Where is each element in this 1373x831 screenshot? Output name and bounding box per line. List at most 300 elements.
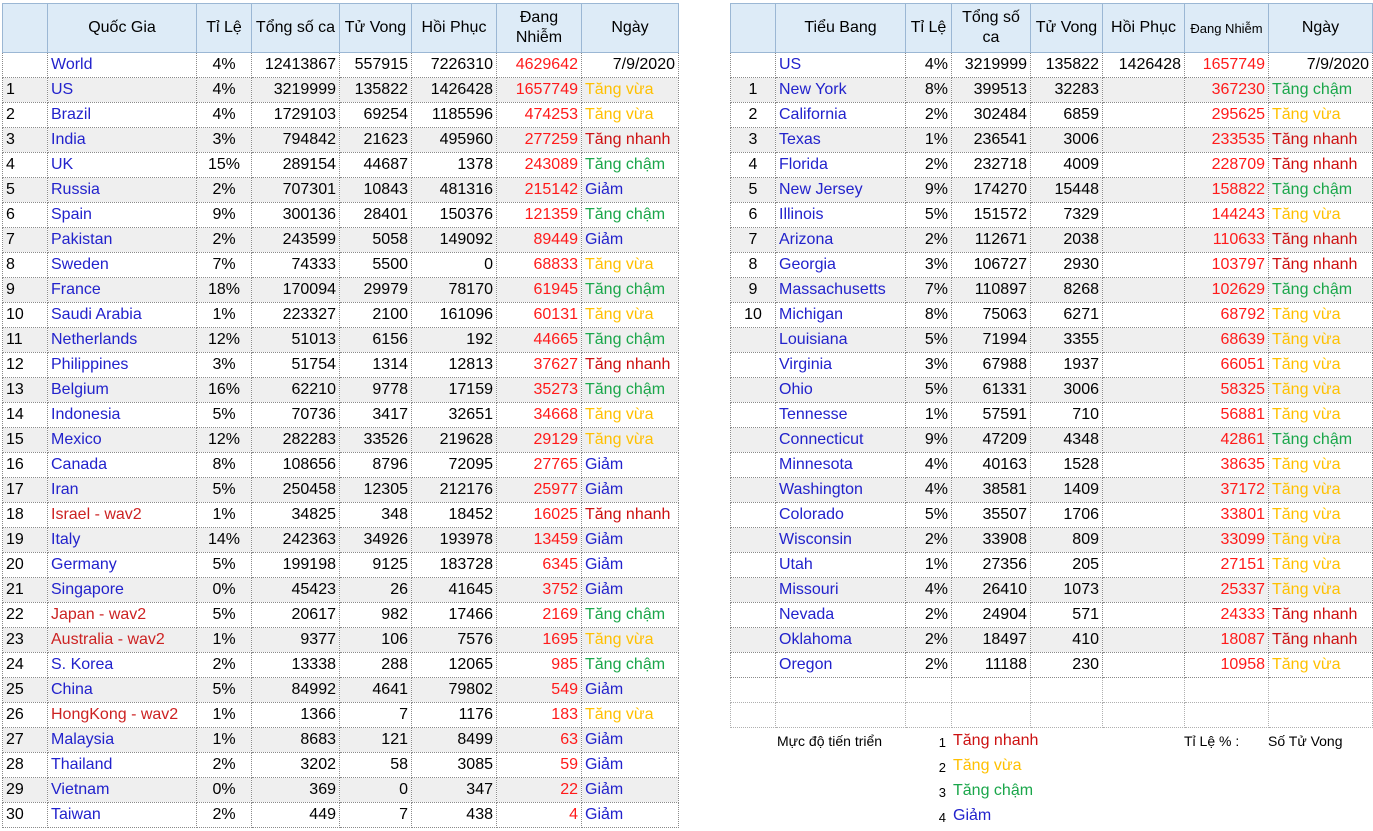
cell-status[interactable]: Giảm: [582, 753, 679, 778]
cell-name[interactable]: Colorado: [776, 503, 906, 528]
cell-name[interactable]: Saudi Arabia: [48, 303, 197, 328]
empty-cell[interactable]: [1031, 703, 1103, 728]
cell-active[interactable]: 243089: [497, 153, 582, 178]
header-cell[interactable]: Tử Vong: [340, 4, 412, 53]
cell-name[interactable]: World: [48, 53, 197, 78]
cell-name[interactable]: Georgia: [776, 253, 906, 278]
cell-name[interactable]: Illinois: [776, 203, 906, 228]
cell-active[interactable]: 110633: [1185, 228, 1269, 253]
cell-status[interactable]: Tăng chậm: [582, 153, 679, 178]
cell-status[interactable]: Giảm: [582, 178, 679, 203]
cell-rank[interactable]: 2: [731, 103, 776, 128]
cell-rate[interactable]: 9%: [906, 178, 952, 203]
cell-rate[interactable]: 2%: [906, 103, 952, 128]
cell-recovered[interactable]: 193978: [412, 528, 497, 553]
cell-total[interactable]: 38581: [952, 478, 1031, 503]
cell-recovered[interactable]: 0: [412, 253, 497, 278]
cell-date[interactable]: 7/9/2020: [582, 53, 679, 78]
cell-deaths[interactable]: 10843: [340, 178, 412, 203]
cell-name[interactable]: Connecticut: [776, 428, 906, 453]
cell-total[interactable]: 232718: [952, 153, 1031, 178]
cell-total[interactable]: 62210: [252, 378, 340, 403]
cell-rate[interactable]: 5%: [197, 678, 252, 703]
cell-name[interactable]: Germany: [48, 553, 197, 578]
cell-name[interactable]: Utah: [776, 553, 906, 578]
cell-rate[interactable]: 2%: [197, 228, 252, 253]
cell-total[interactable]: 1366: [252, 703, 340, 728]
cell-active[interactable]: 102629: [1185, 278, 1269, 303]
cell-status[interactable]: Tăng vừa: [1269, 553, 1373, 578]
cell[interactable]: [3, 53, 48, 78]
cell-rank[interactable]: 26: [3, 703, 48, 728]
cell-active[interactable]: 56881: [1185, 403, 1269, 428]
empty-cell[interactable]: [952, 703, 1031, 728]
cell-active[interactable]: 38635: [1185, 453, 1269, 478]
cell-rank[interactable]: [731, 453, 776, 478]
cell-active[interactable]: 13459: [497, 528, 582, 553]
cell-status[interactable]: Tăng nhanh: [1269, 628, 1373, 653]
cell-recovered[interactable]: 212176: [412, 478, 497, 503]
cell-recovered[interactable]: [1103, 128, 1185, 153]
cell-total[interactable]: 70736: [252, 403, 340, 428]
cell-status[interactable]: Tăng vừa: [1269, 378, 1373, 403]
cell-active[interactable]: 68792: [1185, 303, 1269, 328]
cell-recovered[interactable]: 1185596: [412, 103, 497, 128]
cell-rate[interactable]: 2%: [906, 653, 952, 678]
cell-name[interactable]: California: [776, 103, 906, 128]
cell-recovered[interactable]: [1103, 403, 1185, 428]
cell-recovered[interactable]: [1103, 628, 1185, 653]
cell-status[interactable]: Tăng vừa: [1269, 478, 1373, 503]
cell-recovered[interactable]: [1103, 553, 1185, 578]
cell-rate[interactable]: 18%: [197, 278, 252, 303]
cell-recovered[interactable]: [1103, 103, 1185, 128]
cell-active[interactable]: 33801: [1185, 503, 1269, 528]
cell-name[interactable]: India: [48, 128, 197, 153]
cell-rank[interactable]: 30: [3, 803, 48, 828]
cell-rank[interactable]: [731, 503, 776, 528]
cell-status[interactable]: Giảm: [582, 728, 679, 753]
cell-recovered[interactable]: [1103, 278, 1185, 303]
cell-rank[interactable]: 8: [3, 253, 48, 278]
cell-rate[interactable]: 14%: [197, 528, 252, 553]
empty-cell[interactable]: [1103, 678, 1185, 703]
cell-name[interactable]: Washington: [776, 478, 906, 503]
cell-rate[interactable]: 15%: [197, 153, 252, 178]
cell-status[interactable]: Tăng nhanh: [1269, 253, 1373, 278]
cell-active[interactable]: 29129: [497, 428, 582, 453]
cell-deaths[interactable]: 809: [1031, 528, 1103, 553]
cell-rate[interactable]: 2%: [906, 603, 952, 628]
cell-active[interactable]: 42861: [1185, 428, 1269, 453]
cell-rank[interactable]: [731, 603, 776, 628]
cell-recovered[interactable]: [1103, 603, 1185, 628]
cell-recovered[interactable]: 72095: [412, 453, 497, 478]
cell-rate[interactable]: 1%: [197, 628, 252, 653]
cell-active[interactable]: 103797: [1185, 253, 1269, 278]
cell-status[interactable]: Tăng chậm: [582, 653, 679, 678]
cell-deaths[interactable]: 2038: [1031, 228, 1103, 253]
cell-rank[interactable]: 19: [3, 528, 48, 553]
cell-total[interactable]: 369: [252, 778, 340, 803]
cell-total[interactable]: 242363: [252, 528, 340, 553]
cell-total[interactable]: 61331: [952, 378, 1031, 403]
cell-total[interactable]: 236541: [952, 128, 1031, 153]
cell-status[interactable]: Giảm: [582, 778, 679, 803]
cell-total[interactable]: 12413867: [252, 53, 340, 78]
cell-deaths[interactable]: 2100: [340, 303, 412, 328]
cell-total[interactable]: 33908: [952, 528, 1031, 553]
cell-rank[interactable]: 20: [3, 553, 48, 578]
cell-rate[interactable]: 3%: [906, 353, 952, 378]
cell-status[interactable]: Tăng chậm: [582, 278, 679, 303]
cell-active[interactable]: 18087: [1185, 628, 1269, 653]
cell-rate[interactable]: 4%: [197, 53, 252, 78]
cell-rate[interactable]: 2%: [906, 153, 952, 178]
cell-recovered[interactable]: 12813: [412, 353, 497, 378]
cell-status[interactable]: Tăng vừa: [1269, 303, 1373, 328]
cell-deaths[interactable]: 9125: [340, 553, 412, 578]
cell-name[interactable]: Minnesota: [776, 453, 906, 478]
header-cell[interactable]: Tiểu Bang: [776, 4, 906, 53]
cell-rank[interactable]: [731, 328, 776, 353]
cell-rate[interactable]: 0%: [197, 578, 252, 603]
cell-name[interactable]: Massachusetts: [776, 278, 906, 303]
cell-rank[interactable]: 21: [3, 578, 48, 603]
cell-name[interactable]: Iran: [48, 478, 197, 503]
cell-name[interactable]: Tennesse: [776, 403, 906, 428]
cell-name[interactable]: Missouri: [776, 578, 906, 603]
cell-active[interactable]: 68833: [497, 253, 582, 278]
cell-recovered[interactable]: 149092: [412, 228, 497, 253]
cell-status[interactable]: Tăng vừa: [1269, 503, 1373, 528]
cell-deaths[interactable]: 58: [340, 753, 412, 778]
cell-rate[interactable]: 4%: [197, 103, 252, 128]
cell-rate[interactable]: 1%: [906, 403, 952, 428]
cell-active[interactable]: 1657749: [497, 78, 582, 103]
cell-deaths[interactable]: 7329: [1031, 203, 1103, 228]
empty-cell[interactable]: [776, 703, 906, 728]
empty-cell[interactable]: [952, 678, 1031, 703]
cell-total[interactable]: 20617: [252, 603, 340, 628]
cell-total[interactable]: 110897: [952, 278, 1031, 303]
cell-active[interactable]: 474253: [497, 103, 582, 128]
cell-deaths[interactable]: 44687: [340, 153, 412, 178]
cell-deaths[interactable]: 5058: [340, 228, 412, 253]
cell-rank[interactable]: 5: [3, 178, 48, 203]
cell-active[interactable]: 985: [497, 653, 582, 678]
cell-recovered[interactable]: 32651: [412, 403, 497, 428]
cell-deaths[interactable]: 288: [340, 653, 412, 678]
cell-total[interactable]: 13338: [252, 653, 340, 678]
cell-deaths[interactable]: 557915: [340, 53, 412, 78]
cell-rate[interactable]: 4%: [906, 453, 952, 478]
header-cell[interactable]: Quốc Gia: [48, 4, 197, 53]
cell-status[interactable]: Tăng vừa: [582, 103, 679, 128]
cell-deaths[interactable]: 1937: [1031, 353, 1103, 378]
cell-rank[interactable]: 4: [731, 153, 776, 178]
cell-name[interactable]: New York: [776, 78, 906, 103]
cell-rate[interactable]: 1%: [906, 128, 952, 153]
header-cell[interactable]: Đang Nhiễm: [497, 4, 582, 53]
cell-status[interactable]: Tăng nhanh: [582, 503, 679, 528]
cell-recovered[interactable]: 1426428: [412, 78, 497, 103]
cell-deaths[interactable]: 7: [340, 703, 412, 728]
cell-recovered[interactable]: [1103, 503, 1185, 528]
cell-rank[interactable]: [731, 553, 776, 578]
cell-total[interactable]: 51754: [252, 353, 340, 378]
empty-cell[interactable]: [1103, 703, 1185, 728]
cell-recovered[interactable]: 438: [412, 803, 497, 828]
cell-total[interactable]: 199198: [252, 553, 340, 578]
cell-recovered[interactable]: 8499: [412, 728, 497, 753]
header-cell[interactable]: Đang Nhiễm: [1185, 4, 1269, 53]
header-cell[interactable]: Hồi Phục: [412, 4, 497, 53]
cell-rate[interactable]: 5%: [197, 603, 252, 628]
cell-rate[interactable]: 12%: [197, 428, 252, 453]
cell-deaths[interactable]: 106: [340, 628, 412, 653]
cell-rate[interactable]: 5%: [197, 478, 252, 503]
cell-active[interactable]: 63: [497, 728, 582, 753]
cell-status[interactable]: Tăng vừa: [1269, 203, 1373, 228]
cell-rank[interactable]: 17: [3, 478, 48, 503]
cell-deaths[interactable]: 4348: [1031, 428, 1103, 453]
cell-rank[interactable]: [731, 378, 776, 403]
cell-status[interactable]: Tăng nhanh: [1269, 603, 1373, 628]
cell-name[interactable]: Belgium: [48, 378, 197, 403]
cell-deaths[interactable]: 3355: [1031, 328, 1103, 353]
cell-rate[interactable]: 2%: [197, 178, 252, 203]
cell-deaths[interactable]: 571: [1031, 603, 1103, 628]
cell-deaths[interactable]: 6156: [340, 328, 412, 353]
cell-rank[interactable]: 16: [3, 453, 48, 478]
cell-total[interactable]: 18497: [952, 628, 1031, 653]
empty-cell[interactable]: [776, 678, 906, 703]
cell-recovered[interactable]: 18452: [412, 503, 497, 528]
cell-status[interactable]: Tăng vừa: [582, 78, 679, 103]
cell-total[interactable]: 35507: [952, 503, 1031, 528]
cell-deaths[interactable]: 33526: [340, 428, 412, 453]
cell-recovered[interactable]: [1103, 228, 1185, 253]
cell-status[interactable]: Giảm: [582, 678, 679, 703]
cell-status[interactable]: Tăng nhanh: [1269, 228, 1373, 253]
cell-active[interactable]: 1695: [497, 628, 582, 653]
cell-name[interactable]: Canada: [48, 453, 197, 478]
cell-deaths[interactable]: 7: [340, 803, 412, 828]
empty-cell[interactable]: [1269, 678, 1373, 703]
cell-status[interactable]: Tăng vừa: [1269, 103, 1373, 128]
cell-rate[interactable]: 1%: [197, 703, 252, 728]
cell-name[interactable]: S. Korea: [48, 653, 197, 678]
cell-rank[interactable]: 7: [731, 228, 776, 253]
cell-active[interactable]: 16025: [497, 503, 582, 528]
cell-name[interactable]: Ohio: [776, 378, 906, 403]
cell-recovered[interactable]: 161096: [412, 303, 497, 328]
cell-recovered[interactable]: 150376: [412, 203, 497, 228]
cell-recovered[interactable]: [1103, 153, 1185, 178]
cell-rate[interactable]: 2%: [906, 628, 952, 653]
cell-rate[interactable]: 5%: [906, 203, 952, 228]
cell-total[interactable]: 1729103: [252, 103, 340, 128]
cell-total[interactable]: 24904: [952, 603, 1031, 628]
cell-status[interactable]: Tăng vừa: [582, 303, 679, 328]
cell-deaths[interactable]: 15448: [1031, 178, 1103, 203]
cell-rate[interactable]: 1%: [197, 303, 252, 328]
cell-rank[interactable]: 18: [3, 503, 48, 528]
cell-status[interactable]: Tăng vừa: [582, 628, 679, 653]
cell-deaths[interactable]: 21623: [340, 128, 412, 153]
cell-deaths[interactable]: 4009: [1031, 153, 1103, 178]
cell-deaths[interactable]: 3006: [1031, 378, 1103, 403]
cell-status[interactable]: Tăng chậm: [582, 328, 679, 353]
cell-rate[interactable]: 8%: [197, 453, 252, 478]
cell-recovered[interactable]: [1103, 528, 1185, 553]
cell-active[interactable]: 27151: [1185, 553, 1269, 578]
cell-rate[interactable]: 3%: [197, 128, 252, 153]
cell-active[interactable]: 66051: [1185, 353, 1269, 378]
cell-deaths[interactable]: 9778: [340, 378, 412, 403]
cell-name[interactable]: Thailand: [48, 753, 197, 778]
cell-status[interactable]: Tăng chậm: [1269, 178, 1373, 203]
cell-deaths[interactable]: 6271: [1031, 303, 1103, 328]
empty-cell[interactable]: [1185, 703, 1269, 728]
cell-name[interactable]: Florida: [776, 153, 906, 178]
cell-deaths[interactable]: 135822: [340, 78, 412, 103]
cell-deaths[interactable]: 12305: [340, 478, 412, 503]
cell-rank[interactable]: [731, 528, 776, 553]
cell-status[interactable]: Tăng vừa: [1269, 328, 1373, 353]
cell-active[interactable]: 25337: [1185, 578, 1269, 603]
cell-active[interactable]: 34668: [497, 403, 582, 428]
header-cell[interactable]: Tỉ Lệ: [906, 4, 952, 53]
cell-rate[interactable]: 5%: [906, 378, 952, 403]
cell-rate[interactable]: 9%: [906, 428, 952, 453]
cell-rank[interactable]: [731, 653, 776, 678]
cell-recovered[interactable]: 219628: [412, 428, 497, 453]
cell-deaths[interactable]: 5500: [340, 253, 412, 278]
cell-rate[interactable]: 3%: [197, 353, 252, 378]
cell-recovered[interactable]: 7226310: [412, 53, 497, 78]
cell-rate[interactable]: 16%: [197, 378, 252, 403]
cell-status[interactable]: Tăng nhanh: [1269, 128, 1373, 153]
cell-name[interactable]: HongKong - wav2: [48, 703, 197, 728]
cell-rank[interactable]: 24: [3, 653, 48, 678]
cell-rank[interactable]: [731, 578, 776, 603]
cell-status[interactable]: Giảm: [582, 478, 679, 503]
cell-deaths[interactable]: 1528: [1031, 453, 1103, 478]
cell-rank[interactable]: 9: [731, 278, 776, 303]
cell-total[interactable]: 3202: [252, 753, 340, 778]
cell-name[interactable]: UK: [48, 153, 197, 178]
header-cell[interactable]: Ngày: [582, 4, 679, 53]
cell-name[interactable]: Wisconsin: [776, 528, 906, 553]
cell-deaths[interactable]: 4641: [340, 678, 412, 703]
cell-deaths[interactable]: 8796: [340, 453, 412, 478]
cell-total[interactable]: 174270: [952, 178, 1031, 203]
cell-total[interactable]: 399513: [952, 78, 1031, 103]
cell-rate[interactable]: 4%: [906, 53, 952, 78]
cell-rate[interactable]: 7%: [906, 278, 952, 303]
cell-name[interactable]: Singapore: [48, 578, 197, 603]
cell-total[interactable]: 51013: [252, 328, 340, 353]
cell-deaths[interactable]: 29979: [340, 278, 412, 303]
cell-recovered[interactable]: [1103, 453, 1185, 478]
cell-active[interactable]: 144243: [1185, 203, 1269, 228]
cell-active[interactable]: 25977: [497, 478, 582, 503]
cell-total[interactable]: 26410: [952, 578, 1031, 603]
cell-rate[interactable]: 2%: [906, 228, 952, 253]
cell-deaths[interactable]: 230: [1031, 653, 1103, 678]
cell-status[interactable]: Tăng nhanh: [582, 353, 679, 378]
header-cell[interactable]: Hồi Phục: [1103, 4, 1185, 53]
cell-rank[interactable]: 14: [3, 403, 48, 428]
cell-name[interactable]: Australia - wav2: [48, 628, 197, 653]
cell-total[interactable]: 67988: [952, 353, 1031, 378]
cell-status[interactable]: Tăng vừa: [582, 253, 679, 278]
cell-total[interactable]: 40163: [952, 453, 1031, 478]
cell-deaths[interactable]: 28401: [340, 203, 412, 228]
cell-total[interactable]: 74333: [252, 253, 340, 278]
cell-name[interactable]: Spain: [48, 203, 197, 228]
cell-total[interactable]: 289154: [252, 153, 340, 178]
empty-cell[interactable]: [906, 703, 952, 728]
cell-rate[interactable]: 2%: [197, 803, 252, 828]
cell-status[interactable]: Tăng vừa: [1269, 528, 1373, 553]
cell-rate[interactable]: 1%: [197, 503, 252, 528]
empty-cell[interactable]: [1269, 703, 1373, 728]
cell-deaths[interactable]: 6859: [1031, 103, 1103, 128]
cell-total[interactable]: 170094: [252, 278, 340, 303]
cell-deaths[interactable]: 348: [340, 503, 412, 528]
cell-active[interactable]: 35273: [497, 378, 582, 403]
cell-status[interactable]: Tăng vừa: [582, 703, 679, 728]
cell-active[interactable]: 22: [497, 778, 582, 803]
cell-rank[interactable]: 25: [3, 678, 48, 703]
cell-rank[interactable]: [731, 478, 776, 503]
cell-rank[interactable]: 2: [3, 103, 48, 128]
cell-rank[interactable]: 5: [731, 178, 776, 203]
cell-total[interactable]: 3219999: [252, 78, 340, 103]
cell-active[interactable]: 44665: [497, 328, 582, 353]
cell-rank[interactable]: 10: [731, 303, 776, 328]
header-cell[interactable]: [3, 4, 48, 53]
cell-rank[interactable]: 11: [3, 328, 48, 353]
cell-active[interactable]: 367230: [1185, 78, 1269, 103]
cell-rank[interactable]: 29: [3, 778, 48, 803]
cell-name[interactable]: Sweden: [48, 253, 197, 278]
cell-recovered[interactable]: [1103, 478, 1185, 503]
cell-status[interactable]: Tăng nhanh: [582, 128, 679, 153]
cell-rate[interactable]: 5%: [197, 403, 252, 428]
cell-status[interactable]: Tăng vừa: [1269, 353, 1373, 378]
cell-deaths[interactable]: 2930: [1031, 253, 1103, 278]
cell-rate[interactable]: 7%: [197, 253, 252, 278]
cell-active[interactable]: 277259: [497, 128, 582, 153]
cell-recovered[interactable]: 17466: [412, 603, 497, 628]
cell-deaths[interactable]: 3006: [1031, 128, 1103, 153]
cell-status[interactable]: Tăng vừa: [582, 428, 679, 453]
cell-status[interactable]: Tăng vừa: [582, 403, 679, 428]
cell-rank[interactable]: 4: [3, 153, 48, 178]
cell-rank[interactable]: 23: [3, 628, 48, 653]
cell-total[interactable]: 300136: [252, 203, 340, 228]
cell[interactable]: [731, 53, 776, 78]
cell-deaths[interactable]: 1314: [340, 353, 412, 378]
cell-active[interactable]: 121359: [497, 203, 582, 228]
cell-active[interactable]: 2169: [497, 603, 582, 628]
cell-name[interactable]: Netherlands: [48, 328, 197, 353]
cell-total[interactable]: 707301: [252, 178, 340, 203]
